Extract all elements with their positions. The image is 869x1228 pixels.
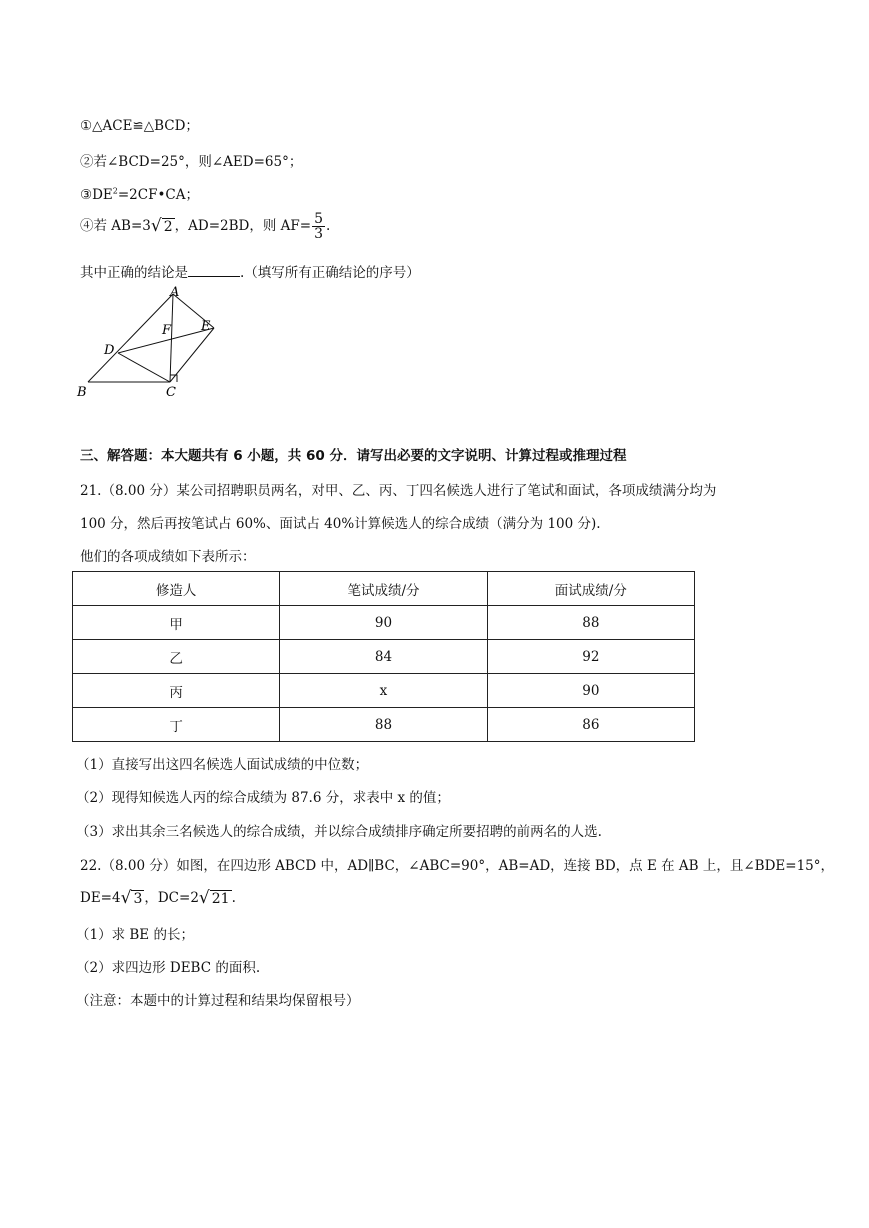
header-written: 笔试成绩/分: [280, 572, 487, 606]
statement-3-pre: ③DE: [80, 187, 113, 203]
q21-sub-3: （3）求出其余三名候选人的综合成绩，并以综合成绩排序确定所要招聘的前两名的人选.: [76, 824, 602, 840]
q22-de-pre: DE=4: [80, 890, 121, 906]
q21-sub-2: （2）现得知候选人丙的综合成绩为 87.6 分，求表中 x 的值；: [76, 790, 450, 806]
q22-end: .: [231, 890, 236, 906]
table-cell: 90: [487, 674, 694, 708]
label-e: E: [201, 319, 211, 334]
segment-ec: [170, 328, 214, 382]
table-cell: 90: [280, 606, 487, 640]
geometry-figure: [72, 284, 232, 408]
q21-line-1: 21.（8.00 分）某公司招聘职员两名，对甲、乙、丙、丁四名候选人进行了笔试和面试，各项成绩满分均为: [80, 483, 717, 499]
table-row: [73, 674, 695, 708]
statement-3: [80, 183, 199, 203]
sqrt-21: √ 21: [198, 888, 230, 908]
segment-dc: [118, 353, 170, 382]
q22-line-1: 22.（8.00 分）如图，在四边形 ABCD 中，AD∥BC，∠ABC=90°，AB=AD，连接 BD，点 E 在 AB 上，且∠BDE=15°，: [80, 858, 835, 874]
table-cell: 92: [487, 640, 694, 674]
q22-sub-2: （2）求四边形 DEBC 的面积.: [76, 960, 261, 976]
sqrt-2: √ 2: [150, 216, 173, 236]
q21-line-3: 他们的各项成绩如下表所示：: [80, 549, 256, 565]
label-d: D: [104, 343, 115, 358]
table-cell: 甲: [73, 606, 280, 640]
table-cell: 88: [280, 708, 487, 742]
table-row: [73, 640, 695, 674]
label-b: B: [77, 385, 87, 400]
table-cell: 84: [280, 640, 487, 674]
scores-table: [72, 571, 695, 742]
header-candidate: 修造人: [73, 572, 280, 606]
section-heading: 三、解答题：本大题共有 6 小题，共 60 分．请写出必要的文字说明、计算过程或推理过程: [80, 448, 627, 464]
q22-note: （注意：本题中的计算过程和结果均保留根号）: [76, 993, 360, 1009]
q21-line-2: 100 分，然后再按笔试占 60%、面试占 40%计算候选人的综合成绩（满分为 100 分).: [80, 516, 601, 532]
q22-dc-pre: ，DC=2: [144, 890, 199, 906]
table-cell: 88: [487, 606, 694, 640]
table-cell: 丙: [73, 674, 280, 708]
answer-blank: [188, 262, 240, 277]
statement-4-end: .: [326, 218, 331, 234]
label-f: F: [162, 323, 172, 338]
table-cell: x: [280, 674, 487, 708]
statement-4: [80, 212, 330, 241]
statement-4-mid: ，AD=2BD，则 AF=: [174, 218, 312, 234]
answer-prompt: [80, 261, 420, 281]
sqrt-3: √ 3: [120, 888, 143, 908]
answer-prompt-before: 其中正确的结论是: [80, 265, 188, 281]
table-cell: 86: [487, 708, 694, 742]
q22-line-2: [80, 886, 236, 907]
table-cell: 丁: [73, 708, 280, 742]
answer-prompt-after: .（填写所有正确结论的序号）: [240, 265, 420, 281]
header-interview: 面试成绩/分: [487, 572, 694, 606]
statement-3-post: =2CF•CA；: [117, 187, 200, 203]
table-row: [73, 606, 695, 640]
segment-ac: [170, 294, 173, 382]
statement-2: ②若∠BCD=25°，则∠AED=65°；: [80, 154, 303, 170]
q22-sub-1: （1）求 BE 的长；: [76, 927, 194, 943]
table-row: [73, 708, 695, 742]
table-cell: 乙: [73, 640, 280, 674]
label-a: A: [170, 285, 180, 300]
segment-ba: [88, 294, 173, 382]
statement-4-pre: ④若 AB=3: [80, 218, 151, 234]
table-header-row: [73, 572, 695, 606]
label-c: C: [166, 385, 176, 400]
statement-3-sup: 2: [112, 186, 118, 196]
q21-sub-1: （1）直接写出这四名候选人面试成绩的中位数；: [76, 757, 369, 773]
statement-1: ①△ACE≌△BCD；: [80, 118, 199, 134]
fraction-5-3: $\frac{5}{3}$: [314, 211, 323, 242]
